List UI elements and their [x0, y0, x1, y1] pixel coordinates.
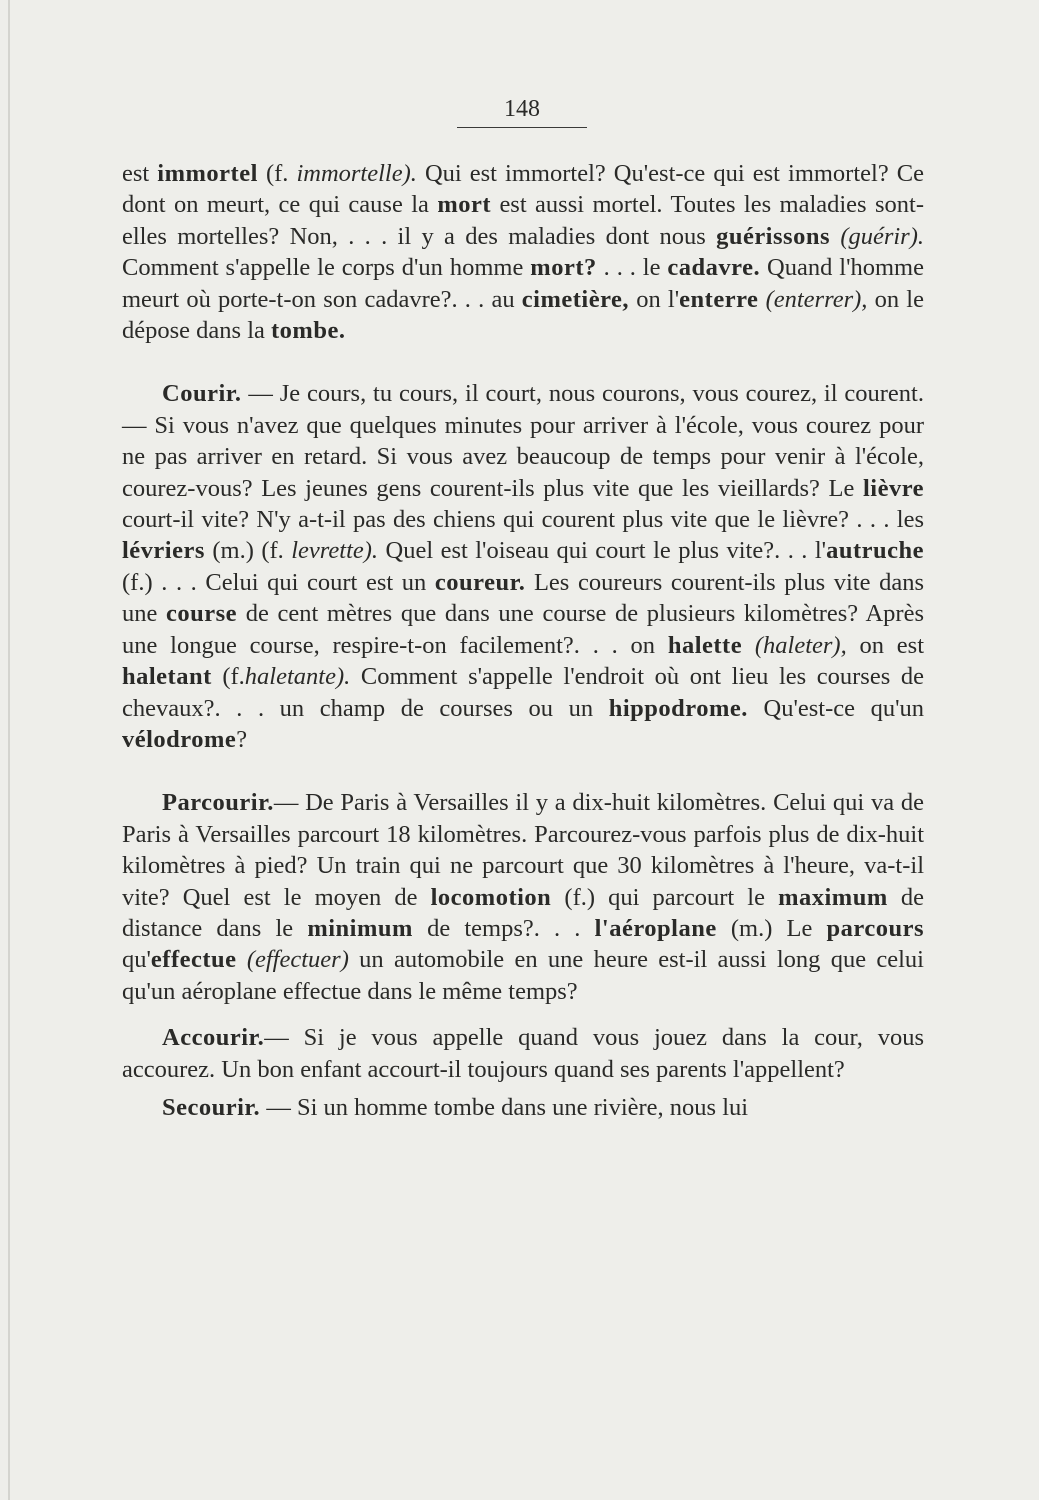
- text-run: (f.) qui parcourt le: [551, 883, 779, 911]
- italic-term: (guérir).: [840, 222, 925, 250]
- bold-term: effectue: [150, 946, 237, 974]
- bold-term: halette: [667, 631, 743, 659]
- text-run: ?: [236, 725, 248, 753]
- italic-term: (haleter),: [754, 631, 847, 659]
- bold-term: cimetière,: [521, 285, 630, 313]
- text-run: est aussi mortel. Toutes les maladies sont-elles mortelles? Non, . . . il y a des maladies dont nous: [122, 191, 924, 250]
- bold-term: vélodrome: [122, 725, 237, 753]
- bold-term: mort?: [530, 254, 597, 282]
- bold-term: coureur.: [434, 568, 526, 596]
- text-run: (m.) (f.: [204, 537, 292, 565]
- bold-term: Courir.: [162, 380, 242, 408]
- text-run: (f.: [257, 160, 297, 187]
- text-run: de temps?. . .: [412, 914, 595, 942]
- text-run: qu': [122, 946, 151, 974]
- text-run: Quand l'homme meurt où porte-t-on son cadavre?. . . au: [122, 254, 924, 313]
- bold-term: l'aéroplane: [594, 914, 717, 942]
- bold-term: autruche: [826, 537, 924, 565]
- bold-term: immortel: [157, 160, 258, 187]
- text-run: [742, 632, 755, 659]
- page-number: 148: [504, 96, 540, 122]
- italic-term: (effectuer): [246, 946, 349, 974]
- italic-term: levrette).: [291, 537, 379, 565]
- text-run: de cent mètres que dans une course de plusieurs kilomètres? Après une longue course, respire-t-on facilement?. . . on: [122, 600, 924, 659]
- italic-term: haletante).: [244, 663, 351, 691]
- bold-term: Secourir.: [162, 1093, 261, 1121]
- text-run: court-il vite? N'y a-t-il pas des chiens qui courent plus vite que le lièvre? . . . les: [122, 506, 924, 534]
- bold-term: tombe.: [271, 317, 346, 345]
- bold-term: Parcourir.: [162, 789, 274, 817]
- bold-term: parcours: [826, 914, 924, 942]
- paragraph-accourir: [122, 1022, 924, 1085]
- bold-term: Accourir.: [162, 1024, 265, 1052]
- paragraph-secourir: [122, 1092, 924, 1123]
- text-run: Quel est l'oiseau qui court le plus vite?. . . l': [378, 537, 827, 565]
- bold-term: lièvre: [862, 474, 924, 502]
- text-run: on est: [846, 631, 925, 659]
- text-run: — Si je vous appelle quand vous jouez dans la cour, vous accourez. Un bon enfant accourt-il toujours quand ses parents l'appellent?: [122, 1024, 924, 1083]
- text-run: (f.) . . . Celui qui court est un: [122, 568, 435, 596]
- bold-term: minimum: [307, 914, 413, 942]
- text-run: Qui est immortel? Qu'est-ce qui est immortel? Ce dont on meurt, ce qui cause la: [122, 160, 924, 219]
- text-run: — Si un homme tombe dans une rivière, nous lui: [260, 1093, 749, 1121]
- body-text: [122, 158, 924, 1123]
- text-run: de distance dans le: [122, 883, 925, 942]
- page-edge: [8, 0, 10, 1500]
- bold-term: lévriers: [122, 537, 205, 565]
- italic-term: (enterrer),: [765, 285, 868, 313]
- bold-term: maximum: [778, 883, 888, 911]
- paragraph-courir: [122, 378, 924, 755]
- text-run: [830, 223, 840, 250]
- text-run: [237, 946, 247, 973]
- paragraph-parcourir: [122, 787, 924, 1007]
- text-run: (f.: [211, 663, 245, 691]
- text-run: Les coureurs courent-ils plus vite dans une: [122, 568, 925, 628]
- bold-term: locomotion: [430, 883, 552, 911]
- bold-term: cadavre.: [667, 254, 761, 282]
- bold-term: mort: [437, 191, 492, 219]
- text-run: [758, 286, 765, 313]
- bold-term: enterre: [679, 285, 759, 313]
- bold-term: hippodrome.: [608, 694, 748, 722]
- bold-term: guérissons: [716, 222, 830, 250]
- bold-term: haletant: [122, 663, 212, 691]
- bold-term: course: [166, 600, 238, 628]
- text-run: on le dépose dans la: [122, 285, 924, 345]
- italic-term: immortelle).: [296, 160, 417, 187]
- text-run: Qu'est-ce qu'un: [747, 694, 924, 722]
- text-run: Comment s'appelle le corps d'un homme: [122, 254, 531, 282]
- text-run: — Je cours, tu cours, il court, nous courons, vous courez, il courent.— Si vous n'avez que quelques minutes pour arriver à l'école, vous courez pour ne pas arriver en retard. Si vous avez beaucoup de temps pour venir à l'école, courez-vous? Les jeunes gens courent-ils plus vite que les vieillards? Le: [122, 380, 924, 502]
- paragraph-mourir-continued: [122, 158, 924, 346]
- text-run: . . . le: [596, 254, 668, 282]
- text-run: Comment s'appelle l'endroit où ont lieu les courses de chevaux?. . . un champ de courses ou un: [122, 663, 924, 722]
- text-run: on l': [629, 285, 680, 313]
- page-number-rule: [457, 127, 587, 128]
- text-run: est: [122, 160, 158, 187]
- text-run: (m.) Le: [716, 914, 827, 942]
- text-run: un automobile en une heure est-il aussi long que celui qu'un aéroplane effectue dans le même temps?: [122, 946, 924, 1005]
- text-run: — De Paris à Versailles il y a dix-huit kilomètres. Celui qui va de Paris à Versailles parcourt 18 kilomètres. Parcourez-vous parfois plus de dix-huit kilomètres à pied? Un train qui ne parcourt que 30 kilomètres à l'heure, va-t-il vite? Quel est le moyen de: [122, 789, 924, 911]
